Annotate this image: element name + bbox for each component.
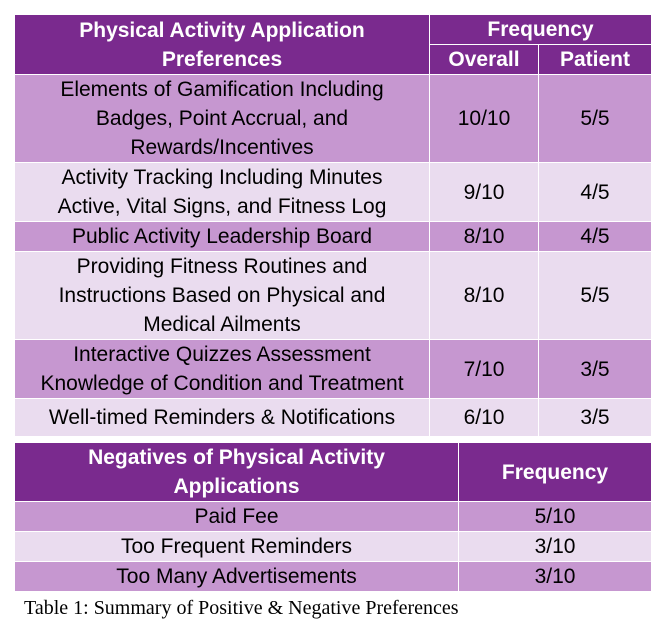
frequency-value: 3/10 xyxy=(459,532,652,562)
overall-value: 6/10 xyxy=(430,399,539,437)
preference-label: Well-timed Reminders & Notifications xyxy=(15,399,430,437)
table-row xyxy=(15,222,652,252)
preference-label: Providing Fitness Routines and Instructions Based on Physical and Medical Ailments xyxy=(15,252,430,340)
table-row xyxy=(15,75,652,163)
preference-label: Elements of Gamification Including Badges, Point Accrual, and Rewards/Incentives xyxy=(15,75,430,163)
negative-label: Paid Fee xyxy=(15,502,459,532)
patient-value: 4/5 xyxy=(539,222,652,252)
table-row xyxy=(15,502,652,532)
preferences-header: Physical Activity Application Preferences xyxy=(15,15,430,75)
table-row xyxy=(15,562,652,592)
table-row xyxy=(15,163,652,222)
preference-label: Activity Tracking Including Minutes Active, Vital Signs, and Fitness Log xyxy=(15,163,430,222)
overall-value: 7/10 xyxy=(430,340,539,399)
preference-label: Public Activity Leadership Board xyxy=(15,222,430,252)
negative-label: Too Frequent Reminders xyxy=(15,532,459,562)
preference-label: Interactive Quizzes Assessment Knowledge of Condition and Treatment xyxy=(15,340,430,399)
patient-value: 4/5 xyxy=(539,163,652,222)
frequency-header: Frequency xyxy=(430,15,652,45)
positive-preferences-table xyxy=(14,14,652,437)
table-caption: Table 1: Summary of Positive & Negative Preferences xyxy=(24,597,459,619)
overall-value: 10/10 xyxy=(430,75,539,163)
patient-header: Patient xyxy=(539,45,652,75)
negative-label: Too Many Advertisements xyxy=(15,562,459,592)
patient-value: 3/5 xyxy=(539,399,652,437)
overall-header: Overall xyxy=(430,45,539,75)
negatives-header: Negatives of Physical Activity Applications xyxy=(15,443,459,502)
overall-value: 8/10 xyxy=(430,222,539,252)
negative-preferences-table xyxy=(14,442,652,592)
overall-value: 8/10 xyxy=(430,252,539,340)
table-row xyxy=(15,532,652,562)
table-row xyxy=(15,340,652,399)
table-row xyxy=(15,252,652,340)
frequency-value: 5/10 xyxy=(459,502,652,532)
patient-value: 3/5 xyxy=(539,340,652,399)
patient-value: 5/5 xyxy=(539,75,652,163)
patient-value: 5/5 xyxy=(539,252,652,340)
frequency-value: 3/10 xyxy=(459,562,652,592)
frequency-header: Frequency xyxy=(459,443,652,502)
overall-value: 9/10 xyxy=(430,163,539,222)
table-row xyxy=(15,399,652,437)
